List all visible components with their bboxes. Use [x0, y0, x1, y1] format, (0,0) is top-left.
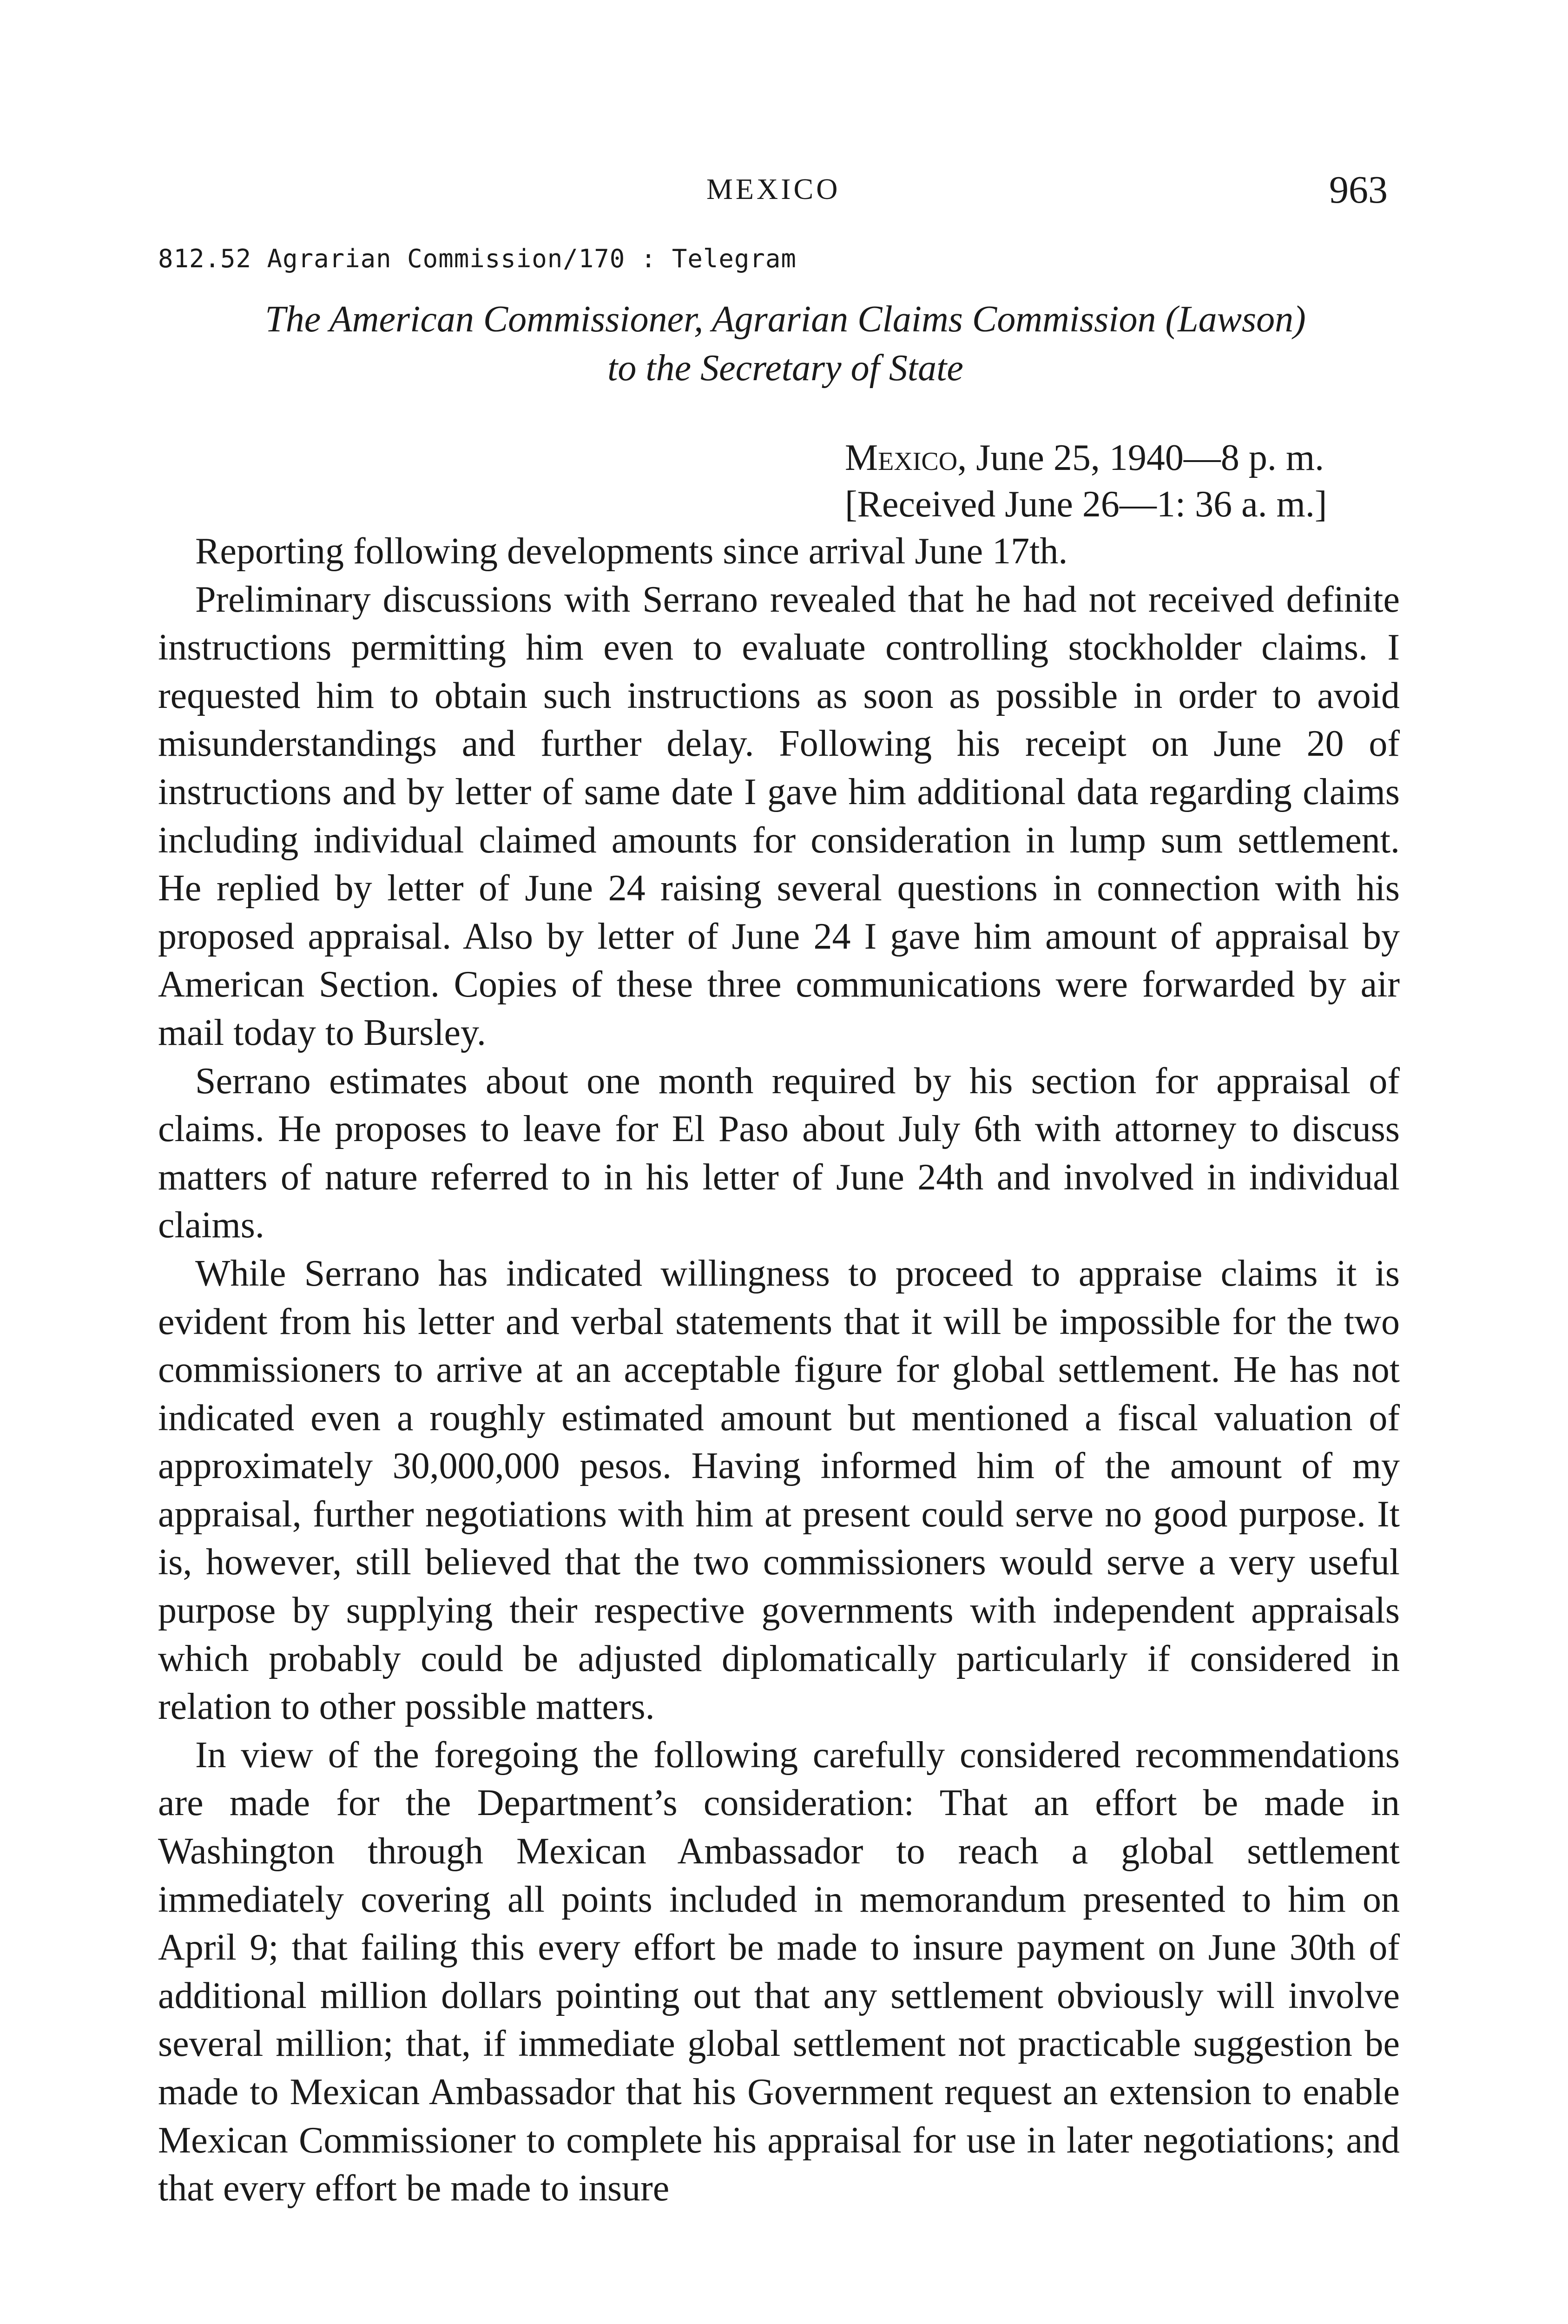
heading-line-2: to the Secretary of State [607, 348, 963, 389]
paragraph-2: Preliminary discussions with Serrano revealed that he had not received definite instructions permitting him even to evaluate controlling stockholder claims. I requested him to obtain such instructions as soon as possible in order to avoid misunderstandings and further delay. Following his receipt on June 20 of instructions and by letter of same date I gave him additional data regarding claims including individual claimed amounts for consideration in lump sum settlement. He replied by letter of June 24 raising several questions in connection with his proposed appraisal. Also by letter of June 24 I gave him amount of appraisal by American Section. Copies of these three communications were forwarded by air mail today to Bursley. [158, 579, 1400, 1053]
document-heading [158, 295, 1413, 393]
paragraph-4: While Serrano has indicated willingness to proceed to appraise claims it is evident from his letter and verbal statements that it will be impossible for the two commissioners to arrive at an acceptable figure for global settlement. He has not indicated even a roughly estimated amount but mentioned a fiscal valuation of approximately 30,000,000 pesos. Having informed him of the amount of my appraisal, further negotiations with him at present could serve no good purpose. It is, however, still believed that the two commissioners would serve a very useful purpose by supplying their respective governments with independent appraisals which probably could be adjusted diplomatically particularly if considered in relation to other possible matters. [158, 1253, 1400, 1728]
heading-line-1: The American Commissioner, Agrarian Claims Commission (Lawson) [265, 299, 1306, 340]
running-title: MEXICO [706, 172, 841, 205]
paragraph-5: In view of the foregoing the following carefully considered recommendations are made for the Department’s consideration: That an effort be made in Washington through Mexican Ambassador to reach a global settlement immediately covering all points included in memorandum presented to him on April 9; that failing this every effort be made to insure payment on June 30th of additional million dollars pointing out that any settlement obviously will involve several million; that, if immediate global settlement not practicable suggestion be made to Mexican Ambassador that his Government request an extension to enable Mexican Commissioner to complete his appraisal for use in later negotiations; and that every effort be made to insure [158, 1734, 1400, 2209]
dateline-date: June 25, 1940—8 p. m. [967, 437, 1324, 478]
dateline [845, 435, 1327, 528]
dateline-place: Mexico, [845, 437, 967, 478]
file-reference: 812.52 Agrarian Commission/170 : Telegram [158, 244, 797, 273]
page-number: 963 [1329, 168, 1388, 211]
dateline-received: [Received June 26—1: 36 a. m.] [845, 484, 1327, 525]
dateline-sent [845, 435, 1327, 481]
paragraph-1: Reporting following developments since arrival June 17th. [195, 531, 1068, 572]
running-head [0, 167, 1568, 209]
telegram-body [158, 528, 1400, 2213]
paragraph-3: Serrano estimates about one month required by his section for appraisal of claims. He proposes to leave for El Paso about July 6th with attorney to discuss matters of nature referred to in his letter of June 24th and involved in individual claims. [158, 1060, 1400, 1246]
